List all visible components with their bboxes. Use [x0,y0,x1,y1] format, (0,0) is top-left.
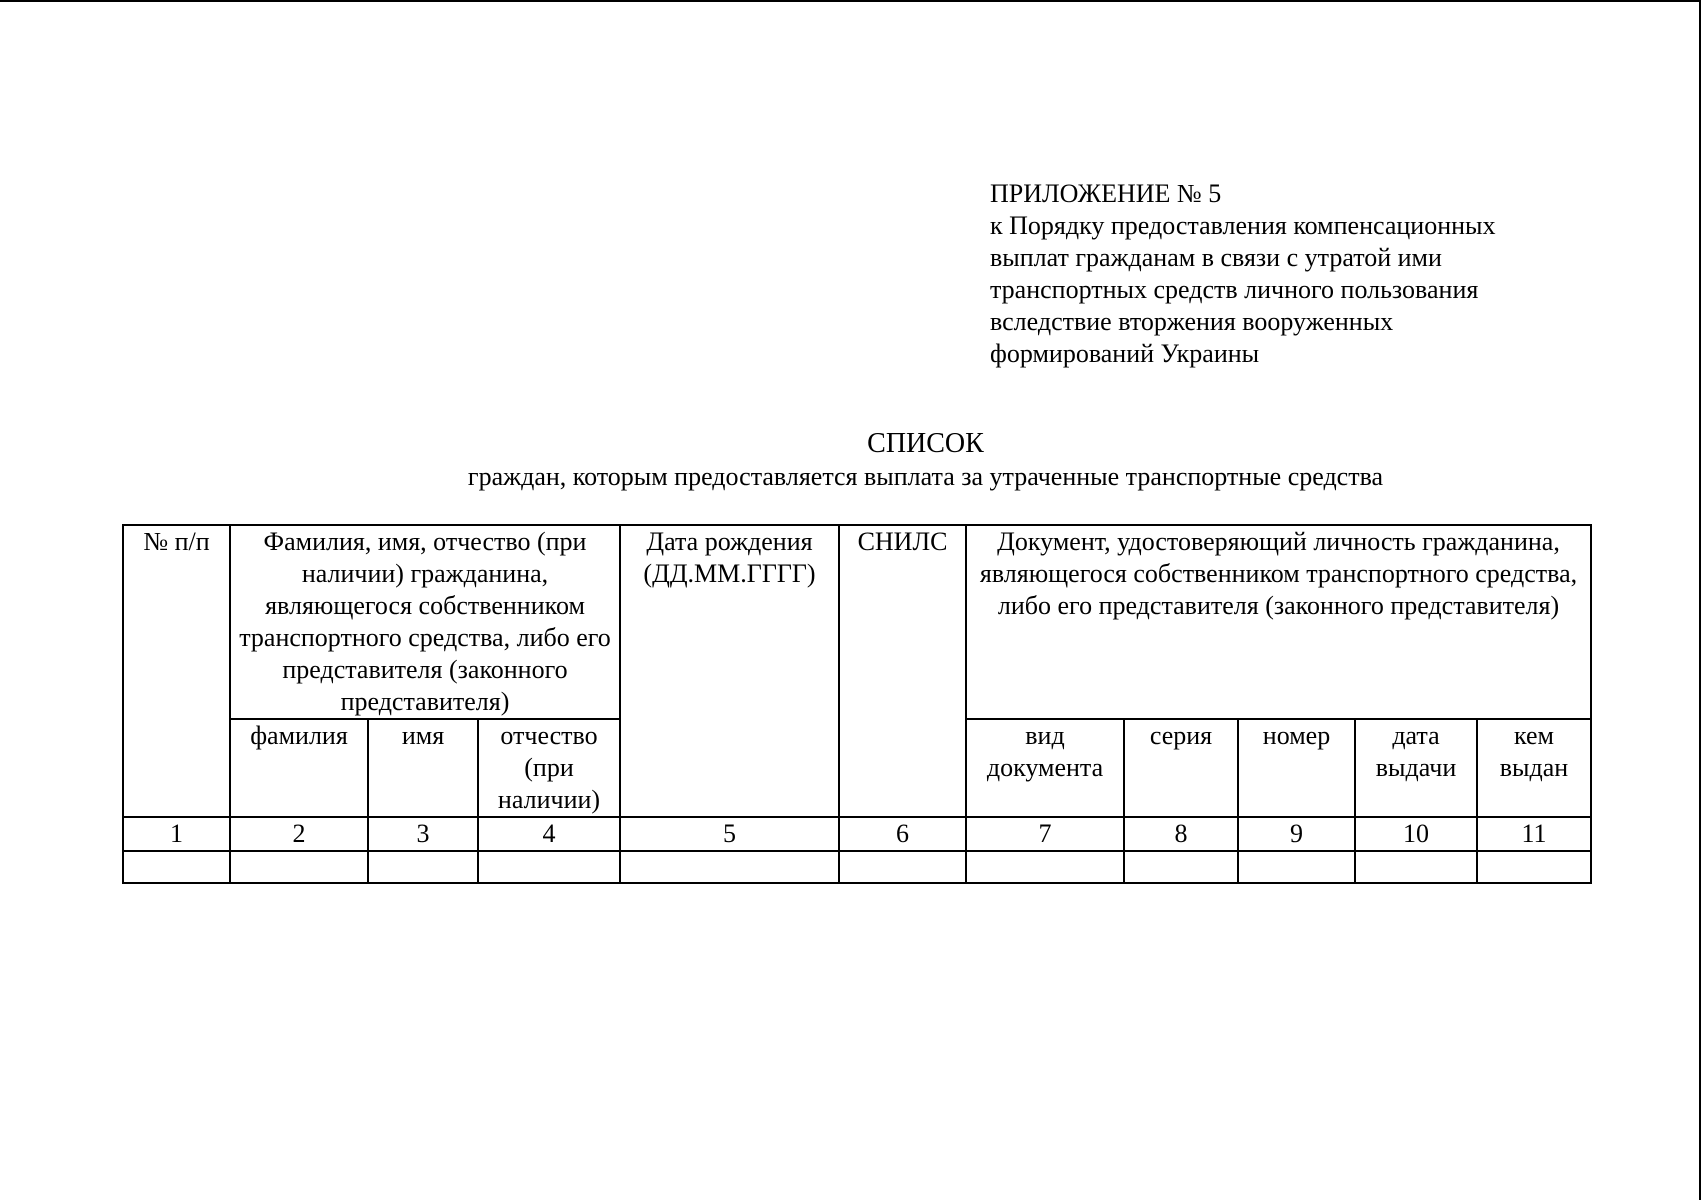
column-number: 10 [1355,817,1477,851]
table-cell [368,851,478,883]
column-number: 2 [230,817,368,851]
appendix-title: ПРИЛОЖЕНИЕ № 5 [990,179,1222,208]
header-patronymic: отчество (при наличии) [478,719,620,817]
document-title: СПИСОК [867,428,984,459]
table-cell [230,851,368,883]
appendix-line: вследствие вторжения вооруженных [990,307,1394,336]
column-number: 8 [1124,817,1238,851]
table-cell [123,851,230,883]
column-number: 5 [620,817,839,851]
column-number: 6 [839,817,966,851]
header-document: Документ, удостоверяющий личность гражданина, являющегося собственником транспортного средства, либо его представителя (законного представителя) [966,525,1591,719]
column-number: 11 [1477,817,1591,851]
header-document-number: номер [1238,719,1355,817]
document-subtitle: граждан, которым предоставляется выплата за утраченные транспортные средства [467,462,1384,491]
header-issue-date: дата выдачи [1355,719,1477,817]
table-cell [620,851,839,883]
header-birth-date: Дата рождения (ДД.ММ.ГГГГ) [620,525,839,817]
table-cell [1238,851,1355,883]
table-cell [1355,851,1477,883]
appendix-line: формирований Украины [990,339,1260,368]
column-number: 9 [1238,817,1355,851]
header-snils: СНИЛС [839,525,966,817]
header-document-type: вид документа [966,719,1124,817]
column-number-row [123,817,1591,851]
header-surname: фамилия [230,719,368,817]
appendix-line: выплат гражданам в связи с утратой ими [990,243,1442,272]
column-number: 4 [478,817,620,851]
header-fio: Фамилия, имя, отчество (при наличии) гражданина, являющегося собственником транспортного средства, либо его представителя (законного представителя) [230,525,620,719]
appendix-line: к Порядку предоставления компенсационных [990,211,1496,240]
table-cell [478,851,620,883]
table-cell [839,851,966,883]
table-cell [1124,851,1238,883]
citizens-table [122,524,1592,884]
appendix-block [990,178,1630,370]
header-number: № п/п [123,525,230,817]
table-row [123,851,1591,883]
header-issued-by: кем выдан [1477,719,1591,817]
column-number: 7 [966,817,1124,851]
header-row-1 [123,525,1591,719]
header-document-series: серия [1124,719,1238,817]
header-name: имя [368,719,478,817]
column-number: 1 [123,817,230,851]
appendix-line: транспортных средств личного пользования [990,275,1479,304]
table-cell [966,851,1124,883]
column-number: 3 [368,817,478,851]
table-cell [1477,851,1591,883]
page-top-border [0,0,1701,2]
